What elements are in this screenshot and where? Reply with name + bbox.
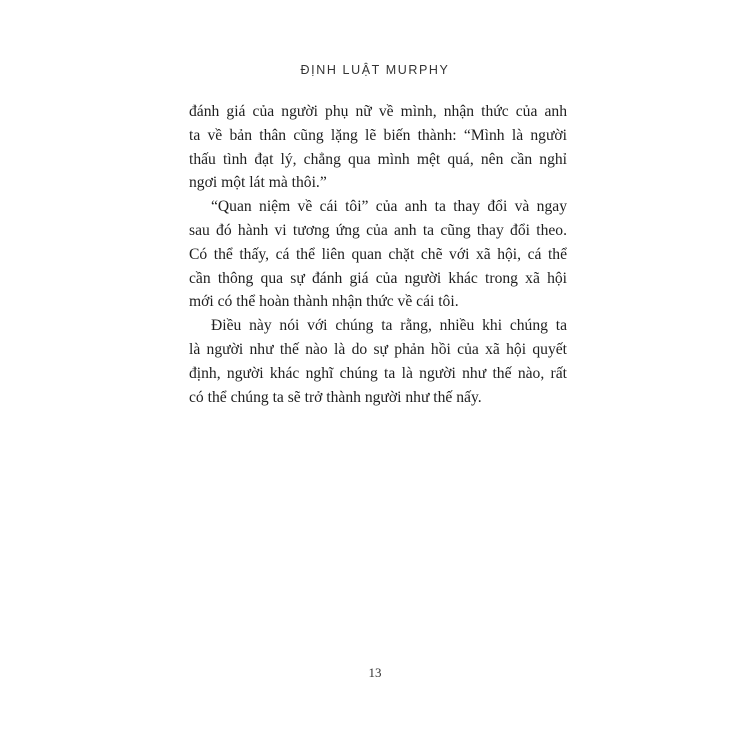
body-text (189, 100, 567, 409)
paragraph (189, 100, 567, 195)
text-line: ngơi một lát mà thôi.” (189, 174, 327, 192)
text-line: cần thông qua sự đánh giá của người khác trong xã hội (189, 269, 567, 287)
page-number: 13 (368, 665, 382, 680)
text-line: Có thể thấy, cá thể liên quan chặt chẽ với xã hội, cá thể (189, 245, 567, 263)
paragraph (189, 195, 567, 314)
text-line: “Quan niệm về cái tôi” của anh ta thay đổi và ngay (211, 198, 567, 216)
text-line: ta về bản thân cũng lặng lẽ biến thành: “Mình là người (189, 126, 567, 144)
text-line: là người như thế nào là do sự phản hồi của xã hội quyết (189, 340, 567, 358)
paragraph (189, 314, 567, 409)
text-line: định, người khác nghĩ chúng ta là người như thế nào, rất (189, 364, 567, 382)
running-header: ĐỊNH LUẬT MURPHY (300, 63, 450, 77)
text-line: đánh giá của người phụ nữ về mình, nhận thức của anh (189, 103, 567, 120)
text-line: sau đó hành vi tương ứng của anh ta cũng thay đổi theo. (189, 221, 567, 239)
text-line: có thể chúng ta sẽ trở thành người như thế nấy. (189, 388, 482, 406)
text-line: mới có thể hoàn thành nhận thức về cái tôi. (189, 293, 459, 311)
text-line: Điều này nói với chúng ta rằng, nhiều khi chúng ta (211, 317, 567, 335)
text-line: thấu tình đạt lý, chẳng qua mình mệt quá, nên cần nghỉ (189, 150, 567, 168)
